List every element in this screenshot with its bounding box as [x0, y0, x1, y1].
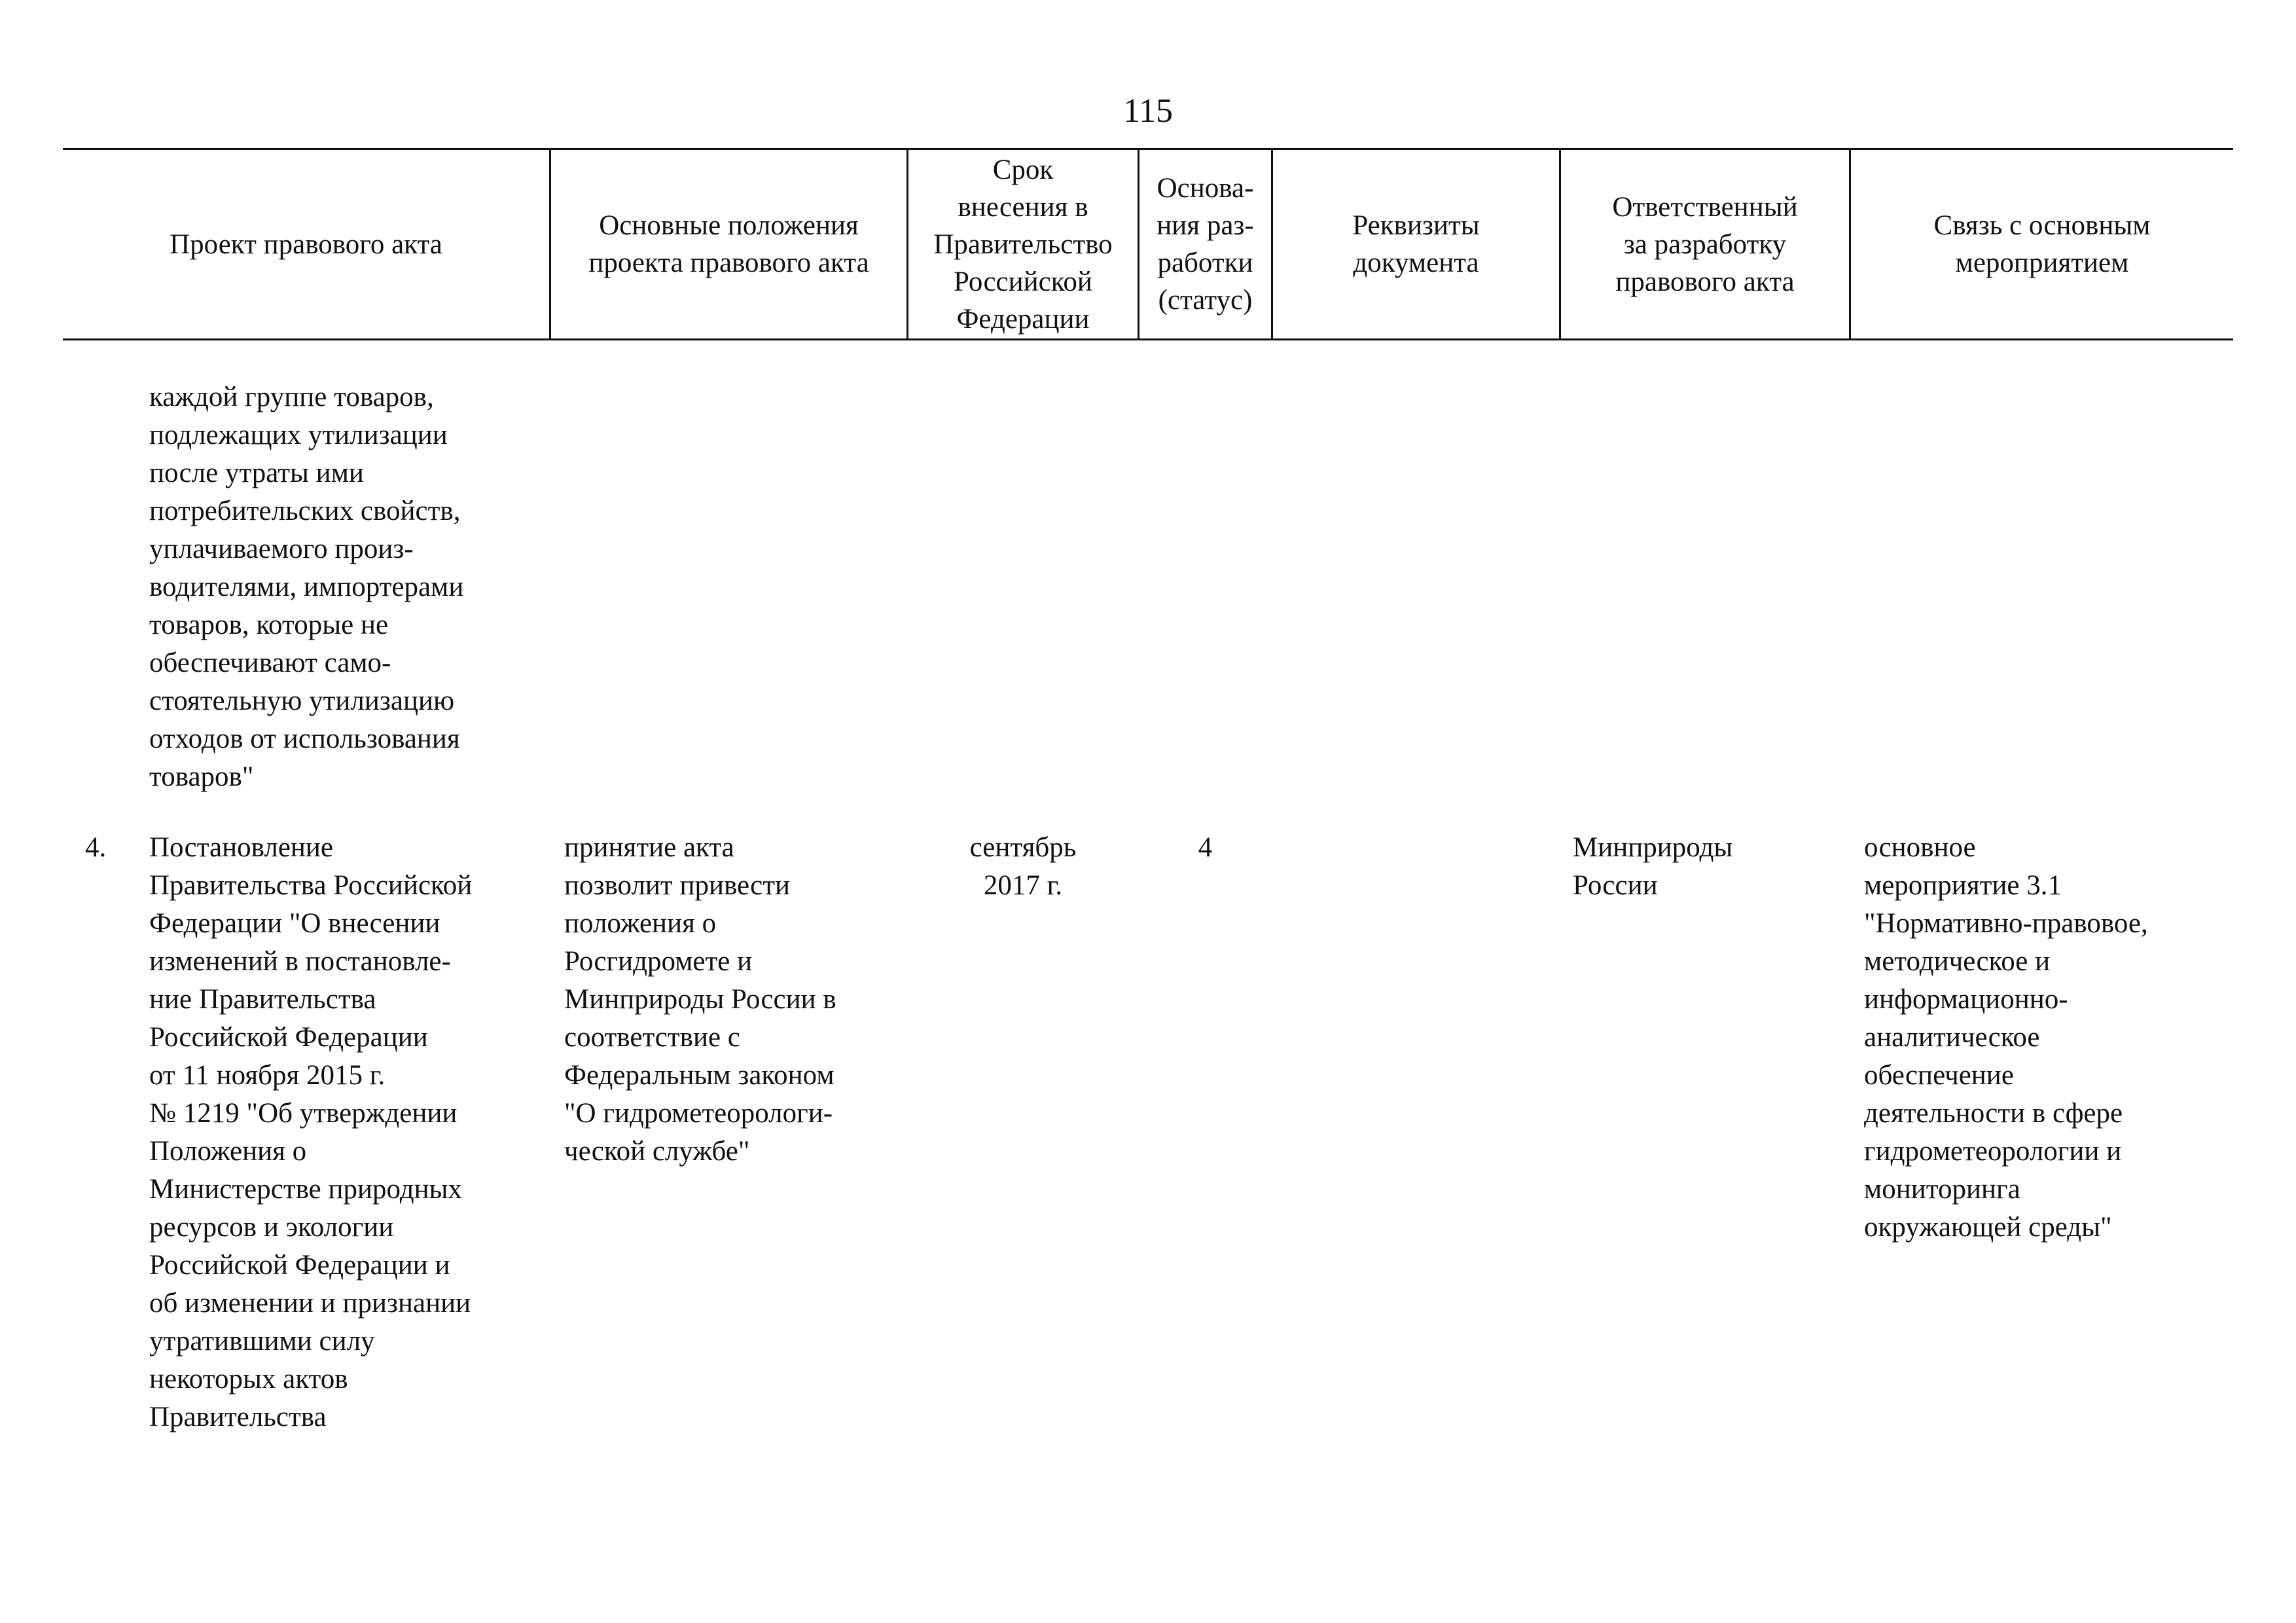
row-responsible: Минприроды России	[1573, 832, 1733, 901]
row-link: основное мероприятие 3.1 "Нормативно-правовое, методическое и информационно- аналитическое обеспечение деятельности в сфере гидрометеорологии и мониторинга окружающей среды"	[1864, 832, 2148, 1243]
header-deadline: Срок внесения в Правительство Российской Федерации	[933, 154, 1113, 335]
header-basis: Основа- ния раз- работки (статус)	[1157, 173, 1254, 316]
row-basis: 4	[1198, 832, 1213, 863]
header-requisites: Реквизиты документа	[1352, 210, 1480, 278]
table-header-bottom-rule	[63, 338, 2233, 340]
row-deadline: сентябрь 2017 г.	[969, 832, 1077, 901]
row-number: 4.	[85, 832, 107, 863]
page-number: 115	[1122, 92, 1174, 130]
continuation-text: каждой группе товаров, подлежащих утилизации после утраты ими потребительских свойств, уплачиваемого произ- водителями, импортерами товаров, которые не обеспечивают само- стоятельную утилизацию отходов от использования товаров"	[149, 382, 464, 792]
row-project: Постановление Правительства Российской Федерации "О внесении изменений в постановле- ние Правительства Российской Федерации от 11 ноября 2015 г. № 1219 "Об утверждении Положения о Министерстве природных ресурсов и экологии Российской Федерации и об изменении и признании утратившими силу некоторых актов Правительства	[149, 832, 473, 1432]
header-link: Связь с основным мероприятием	[1933, 210, 2151, 278]
row-provisions: принятие акта позволит привести положения о Росгидромете и Минприроды России в соответствие с Федеральным законом "О гидрометеорологи- ческой службе"	[564, 832, 836, 1167]
header-responsible: Ответственный за разработку правового акта	[1612, 191, 1798, 297]
header-project: Проект правового акта	[170, 228, 442, 260]
header-provisions: Основные положения проекта правового акта	[588, 210, 869, 278]
